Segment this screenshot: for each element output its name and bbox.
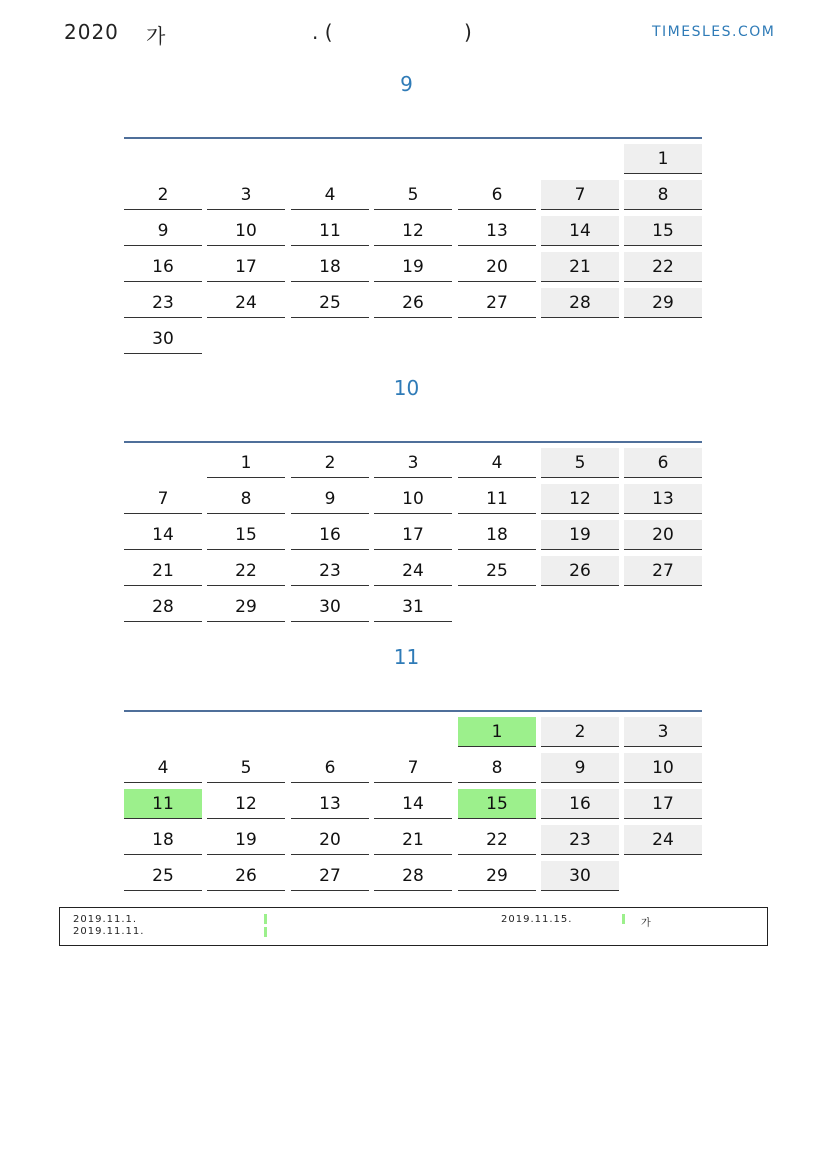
day-cell: 7 bbox=[124, 484, 202, 514]
day-cell: 4 bbox=[124, 753, 202, 783]
title-text: 가 bbox=[146, 24, 166, 48]
page-header bbox=[0, 18, 827, 48]
day-cell: 23 bbox=[291, 556, 369, 586]
weekend-day-cell: 2 bbox=[541, 717, 619, 747]
legend-box bbox=[59, 907, 768, 946]
month-title: 9 bbox=[400, 72, 413, 96]
day-cell: 4 bbox=[458, 448, 536, 478]
day-cell: 15 bbox=[207, 520, 285, 550]
day-cell: 30 bbox=[291, 592, 369, 622]
weekend-day-cell: 29 bbox=[624, 288, 702, 318]
day-cell: 2 bbox=[124, 180, 202, 210]
day-cell: 2 bbox=[291, 448, 369, 478]
day-cell: 10 bbox=[374, 484, 452, 514]
weekend-day-cell: 22 bbox=[624, 252, 702, 282]
day-cell: 30 bbox=[124, 324, 202, 354]
legend-marker-1 bbox=[264, 914, 267, 924]
day-cell: 25 bbox=[291, 288, 369, 318]
weekend-day-cell: 23 bbox=[541, 825, 619, 855]
day-cell: 12 bbox=[207, 789, 285, 819]
weekend-day-cell: 6 bbox=[624, 448, 702, 478]
day-cell: 3 bbox=[207, 180, 285, 210]
day-cell: 28 bbox=[374, 861, 452, 891]
day-cell: 24 bbox=[207, 288, 285, 318]
day-cell: 1 bbox=[207, 448, 285, 478]
day-cell: 19 bbox=[207, 825, 285, 855]
day-cell: 9 bbox=[291, 484, 369, 514]
weekend-day-cell: 15 bbox=[624, 216, 702, 246]
day-cell: 12 bbox=[374, 216, 452, 246]
day-cell: 31 bbox=[374, 592, 452, 622]
title-punctuation: . ( bbox=[312, 20, 333, 44]
day-cell: 19 bbox=[374, 252, 452, 282]
weekend-day-cell: 26 bbox=[541, 556, 619, 586]
legend-note: 가 bbox=[641, 918, 652, 929]
weekend-day-cell: 9 bbox=[541, 753, 619, 783]
holiday-day-cell: 1 bbox=[458, 717, 536, 747]
day-cell: 16 bbox=[124, 252, 202, 282]
day-cell: 8 bbox=[207, 484, 285, 514]
day-cell: 7 bbox=[374, 753, 452, 783]
day-cell: 26 bbox=[207, 861, 285, 891]
day-cell: 9 bbox=[124, 216, 202, 246]
holiday-day-cell: 11 bbox=[124, 789, 202, 819]
day-cell: 27 bbox=[291, 861, 369, 891]
site-logo[interactable]: TIMESLES.COM bbox=[652, 24, 776, 40]
day-cell: 23 bbox=[124, 288, 202, 318]
weekend-day-cell: 1 bbox=[624, 144, 702, 174]
day-cell: 22 bbox=[458, 825, 536, 855]
day-cell: 16 bbox=[291, 520, 369, 550]
legend-date-1: 2019.11.1. bbox=[73, 914, 138, 925]
day-cell: 26 bbox=[374, 288, 452, 318]
day-cell: 6 bbox=[291, 753, 369, 783]
day-cell: 20 bbox=[291, 825, 369, 855]
weekend-day-cell: 10 bbox=[624, 753, 702, 783]
legend-marker-3 bbox=[622, 914, 625, 924]
weekend-day-cell: 28 bbox=[541, 288, 619, 318]
weekend-day-cell: 27 bbox=[624, 556, 702, 586]
year-label: 2020 bbox=[64, 20, 119, 44]
weekend-day-cell: 21 bbox=[541, 252, 619, 282]
day-cell: 6 bbox=[458, 180, 536, 210]
weekend-day-cell: 24 bbox=[624, 825, 702, 855]
legend-date-3: 2019.11.15. bbox=[501, 914, 573, 925]
title-close-paren: ) bbox=[464, 20, 472, 44]
day-cell: 27 bbox=[458, 288, 536, 318]
month-title: 10 bbox=[393, 376, 420, 400]
day-cell: 29 bbox=[207, 592, 285, 622]
weekend-day-cell: 7 bbox=[541, 180, 619, 210]
legend-date-2: 2019.11.11. bbox=[73, 926, 145, 937]
weekend-day-cell: 30 bbox=[541, 861, 619, 891]
weekend-day-cell: 13 bbox=[624, 484, 702, 514]
day-cell: 18 bbox=[458, 520, 536, 550]
day-cell: 17 bbox=[207, 252, 285, 282]
day-cell: 5 bbox=[374, 180, 452, 210]
day-cell: 25 bbox=[458, 556, 536, 586]
weekend-day-cell: 8 bbox=[624, 180, 702, 210]
day-cell: 21 bbox=[374, 825, 452, 855]
legend-marker-2 bbox=[264, 927, 267, 937]
weekend-day-cell: 12 bbox=[541, 484, 619, 514]
day-cell: 28 bbox=[124, 592, 202, 622]
day-cell: 14 bbox=[124, 520, 202, 550]
weekend-day-cell: 16 bbox=[541, 789, 619, 819]
holiday-day-cell: 15 bbox=[458, 789, 536, 819]
weekend-day-cell: 17 bbox=[624, 789, 702, 819]
day-cell: 5 bbox=[207, 753, 285, 783]
day-cell: 25 bbox=[124, 861, 202, 891]
day-cell: 29 bbox=[458, 861, 536, 891]
day-cell: 13 bbox=[458, 216, 536, 246]
month-header-rule bbox=[124, 137, 702, 139]
month-title: 11 bbox=[393, 645, 420, 669]
weekend-day-cell: 3 bbox=[624, 717, 702, 747]
day-cell: 8 bbox=[458, 753, 536, 783]
weekend-day-cell: 19 bbox=[541, 520, 619, 550]
day-cell: 17 bbox=[374, 520, 452, 550]
weekend-day-cell: 20 bbox=[624, 520, 702, 550]
day-cell: 11 bbox=[458, 484, 536, 514]
day-cell: 14 bbox=[374, 789, 452, 819]
day-cell: 4 bbox=[291, 180, 369, 210]
day-cell: 20 bbox=[458, 252, 536, 282]
day-cell: 22 bbox=[207, 556, 285, 586]
weekend-day-cell: 5 bbox=[541, 448, 619, 478]
day-cell: 3 bbox=[374, 448, 452, 478]
day-cell: 11 bbox=[291, 216, 369, 246]
day-cell: 10 bbox=[207, 216, 285, 246]
month-header-rule bbox=[124, 441, 702, 443]
month-header-rule bbox=[124, 710, 702, 712]
day-cell: 18 bbox=[124, 825, 202, 855]
day-cell: 18 bbox=[291, 252, 369, 282]
weekend-day-cell: 14 bbox=[541, 216, 619, 246]
day-cell: 13 bbox=[291, 789, 369, 819]
day-cell: 21 bbox=[124, 556, 202, 586]
day-cell: 24 bbox=[374, 556, 452, 586]
